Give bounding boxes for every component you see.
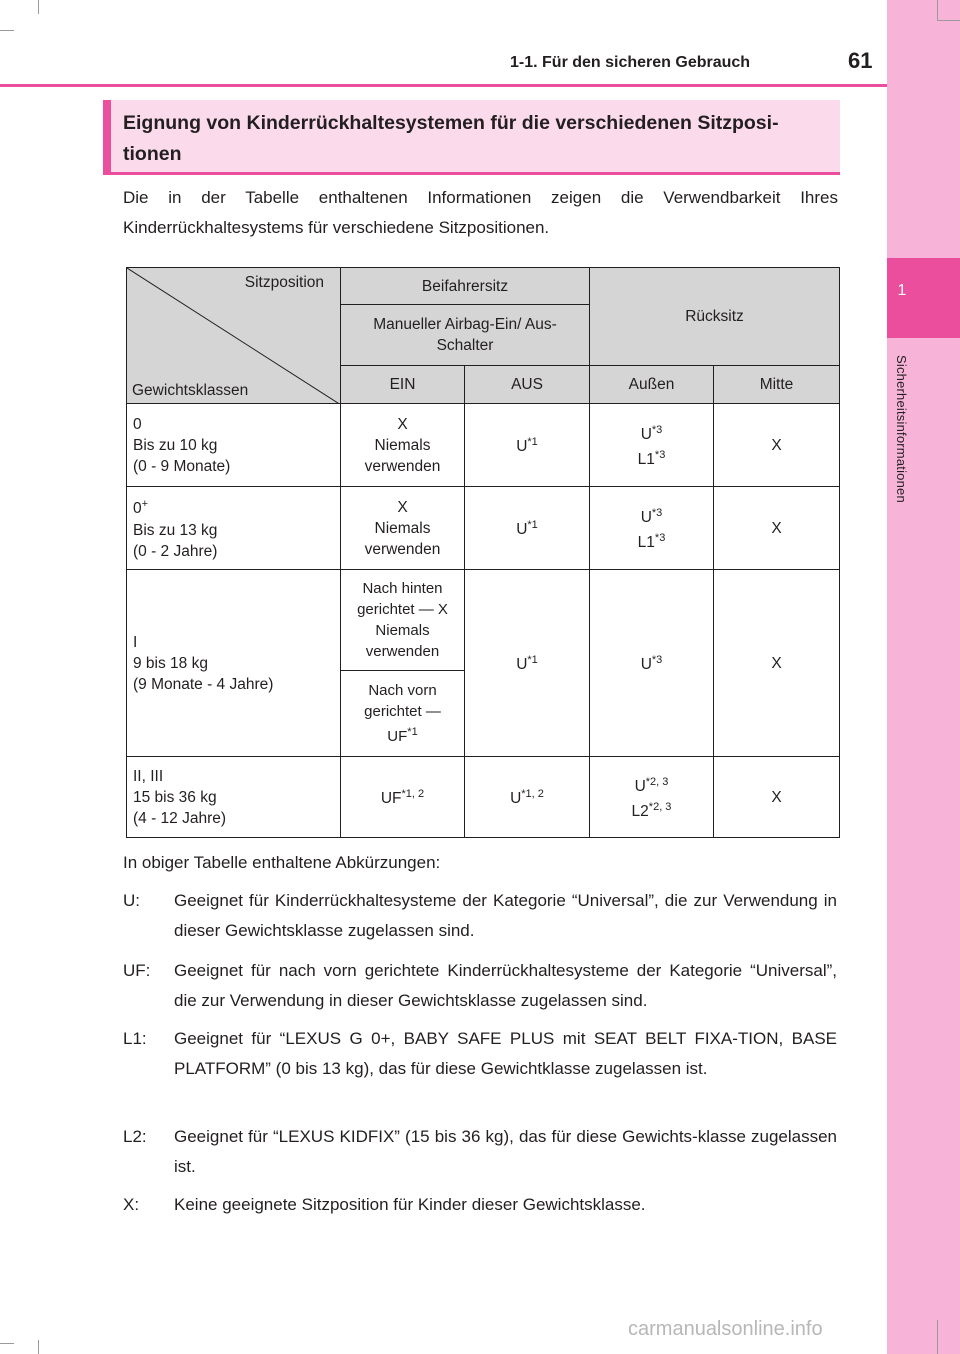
header-rule: [0, 84, 887, 87]
cell-value: UF: [380, 790, 402, 808]
header-airbag-switch: Manueller Airbag-Ein/ Aus-Schalter: [341, 305, 590, 366]
age-range: (4 - 12 Jahre): [133, 809, 227, 827]
weight-class: 0: [133, 500, 142, 518]
weight-class-cell: [127, 487, 341, 570]
header-passenger-seat: Beifahrersitz: [341, 268, 590, 305]
abbreviation-item: [123, 1190, 837, 1220]
airbag-off-cell: [465, 570, 590, 757]
abbreviation-text: Geeignet für Kinderrückhaltesysteme der Kategorie “Universal”, die zur Verwendung in dieser Gewichtsklasse zugelassen sind.: [174, 891, 837, 940]
footnote-ref: *1: [407, 726, 418, 738]
weight-range: 15 bis 36 kg: [133, 788, 217, 806]
cell-value: U: [516, 521, 528, 539]
table-row: [127, 757, 840, 838]
watermark: carmanualsonline.info: [628, 1318, 823, 1340]
cell-value: Niemals: [374, 519, 431, 537]
header-outer: Außen: [590, 366, 714, 404]
header-rear-seat: Rücksitz: [590, 268, 840, 366]
airbag-on-cell: [341, 757, 465, 838]
header-middle: Mitte: [714, 366, 840, 404]
airbag-on-cell: [341, 404, 465, 487]
chapter-label: Sicherheitsinformationen: [894, 355, 909, 503]
abbreviation-key: L1:: [123, 1029, 147, 1048]
cell-value: U: [640, 426, 652, 443]
abbreviation-text: Geeignet für “LEXUS KIDFIX” (15 bis 36 kg), das für diese Gewichts-klasse zugelassen ist.: [174, 1127, 837, 1176]
abbreviation-text: Geeignet für nach vorn gerichtete Kinderrückhaltesysteme der Kategorie “Universal”, die zur Verwendung in dieser Gewichtsklasse zugelassen sind.: [174, 961, 837, 1010]
weight-class: 0: [133, 415, 142, 433]
cell-value: U: [516, 656, 528, 674]
suitability-table: [126, 267, 840, 838]
section-title-box: [103, 100, 840, 175]
chapter-number: 1: [897, 282, 907, 299]
abbreviation-item: [123, 886, 837, 945]
cell-value: U: [640, 656, 652, 674]
cell-value: verwenden: [365, 643, 440, 660]
rear-middle-cell: X: [714, 487, 840, 570]
cell-value: UF: [387, 728, 408, 745]
abbreviation-key: U:: [123, 891, 140, 910]
cell-value: U: [640, 509, 652, 526]
cell-value: U: [634, 778, 646, 795]
footnote-ref: *1: [527, 436, 538, 449]
abbreviation-text: Geeignet für “LEXUS G 0+, BABY SAFE PLUS mit SEAT BELT FIXA-TION, BASE PLATFORM” (0 bis 13 kg), das für diese Gewichtklasse zugelassen ist.: [174, 1029, 837, 1078]
cell-value: Nach vorn: [368, 682, 437, 699]
chapter-side-strip: [887, 0, 960, 1354]
footnote-ref: *2, 3: [648, 801, 672, 813]
footnote-ref: *1: [527, 519, 538, 532]
footnote-ref: *2, 3: [645, 775, 669, 788]
cell-value: Niemals: [375, 622, 430, 639]
class-superscript: +: [141, 498, 149, 511]
table-row: [127, 404, 840, 487]
running-header: 1-1. Für den sicheren Gebrauch: [510, 54, 751, 71]
abbreviation-key: L2:: [123, 1127, 147, 1146]
chapter-tab[interactable]: [887, 258, 960, 338]
cell-value: verwenden: [364, 457, 441, 475]
cell-value: Nach hinten: [362, 580, 443, 597]
abbreviations-heading: In obiger Tabelle enthaltene Abkürzungen:: [123, 853, 441, 872]
rear-middle-cell: X: [714, 757, 840, 838]
abbreviation-item: [123, 1122, 837, 1181]
footnote-ref: *3: [651, 506, 663, 519]
crop-mark: [937, 20, 960, 21]
cell-value: L2: [631, 803, 649, 821]
section-title: Eignung von Kinderrückhaltesystemen für die verschiedenen Sitzposi-tionen: [123, 112, 779, 165]
airbag-on-cell: [341, 487, 465, 570]
cell-value: X: [397, 498, 408, 516]
airbag-off-cell: [465, 404, 590, 487]
cell-value: gerichtet —: [364, 703, 441, 720]
header-on: EIN: [341, 366, 465, 404]
corner-label-seat: Sitzposition: [244, 274, 324, 291]
crop-mark: [937, 1320, 938, 1354]
rear-outer-cell: [590, 487, 714, 570]
abbreviation-key: X:: [123, 1195, 140, 1214]
weight-class: II, III: [133, 767, 164, 785]
airbag-on-rear-facing-cell: [341, 570, 465, 671]
abbreviation-key: UF:: [123, 961, 151, 980]
rear-outer-cell: [590, 757, 714, 838]
corner-label-weight: Gewichtsklassen: [132, 382, 249, 399]
rear-middle-cell: X: [714, 570, 840, 757]
abbreviation-item: [123, 1024, 837, 1083]
intro-paragraph: Die in der Tabelle enthaltenen Informationen zeigen die Verwendbarkeit Ihres Kinderrückhaltesystems für verschiedene Sitzpositionen.: [123, 188, 838, 237]
weight-class-cell: [127, 570, 341, 757]
weight-range: Bis zu 10 kg: [133, 436, 218, 454]
crop-mark: [0, 30, 14, 31]
airbag-off-cell: [465, 487, 590, 570]
weight-range: Bis zu 13 kg: [133, 521, 218, 539]
footnote-ref: *3: [654, 532, 666, 544]
crop-mark: [38, 1340, 39, 1354]
footnote-ref: *1, 2: [521, 788, 544, 801]
footnote-ref: *3: [651, 654, 663, 667]
footnote-ref: *3: [654, 449, 666, 461]
weight-class-cell: [127, 404, 341, 487]
footnote-ref: *3: [651, 423, 663, 436]
weight-class-cell: [127, 757, 341, 838]
airbag-on-forward-facing-cell: [341, 671, 465, 757]
cell-value: verwenden: [364, 540, 441, 558]
table-row: [127, 570, 840, 671]
abbreviation-item: [123, 956, 837, 1015]
section-accent-bar: [103, 100, 111, 172]
table-row: [127, 487, 840, 570]
cell-value: gerichtet — X: [357, 601, 448, 618]
cell-value: Niemals: [374, 436, 431, 454]
cell-value: X: [397, 415, 408, 433]
footnote-ref: *1, 2: [401, 788, 425, 801]
abbreviation-text: Keine geeignete Sitzposition für Kinder dieser Gewichtsklasse.: [174, 1195, 646, 1214]
cell-value: L1: [637, 534, 655, 552]
footnote-ref: *1: [527, 654, 538, 667]
page-number: 61: [848, 48, 873, 73]
cell-value: U: [510, 790, 522, 808]
crop-mark: [38, 0, 39, 14]
cell-value: U: [516, 438, 528, 456]
age-range: (0 - 9 Monate): [133, 457, 231, 475]
age-range: (0 - 2 Jahre): [133, 542, 218, 560]
weight-class: I: [133, 633, 138, 651]
header-off: AUS: [465, 366, 590, 404]
rear-outer-cell: [590, 570, 714, 757]
crop-mark: [0, 1343, 14, 1344]
crop-mark: [937, 0, 938, 20]
rear-outer-cell: [590, 404, 714, 487]
cell-value: L1: [637, 451, 655, 469]
age-range: (9 Monate - 4 Jahre): [133, 675, 274, 693]
table-corner-cell: [127, 268, 341, 404]
rear-middle-cell: X: [714, 404, 840, 487]
airbag-off-cell: [465, 757, 590, 838]
weight-range: 9 bis 18 kg: [133, 654, 208, 672]
